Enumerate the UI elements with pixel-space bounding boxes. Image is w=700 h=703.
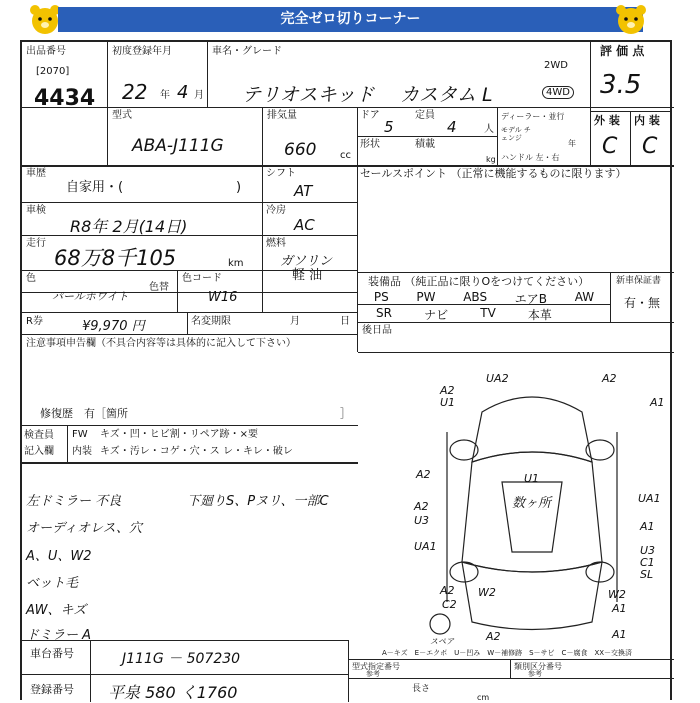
- length-label: 長さ: [412, 684, 431, 694]
- lot-number: 4434: [34, 86, 96, 111]
- name-change-label: 名変期限: [191, 316, 231, 327]
- handle-label: ハンドル 左・右: [501, 153, 560, 162]
- inspection-value: R8年 2月(14日): [70, 217, 188, 236]
- bear-mascot-icon: [614, 2, 648, 36]
- seats-value: 4: [447, 118, 457, 136]
- lot-sub: [2070]: [36, 66, 70, 77]
- mark-a2-rear: A2: [440, 584, 455, 597]
- note-4: A、U、W2: [26, 549, 92, 564]
- note-5: ベット毛: [26, 576, 79, 591]
- capacity-unit: kg: [486, 155, 496, 164]
- inspection-label: 車検: [26, 205, 46, 216]
- equipment-sr: SR: [376, 306, 393, 320]
- equipment-row-1: [360, 290, 608, 307]
- mark-a2-door: A2: [414, 500, 429, 513]
- notes-label: 注意事項申告欄（不具合内容等は具体的に記入して下さい）: [26, 338, 296, 349]
- seats-unit: 人: [484, 124, 494, 135]
- fw-label: FW: [72, 429, 88, 440]
- equipment-aw: AW: [574, 290, 595, 304]
- equipment-pw: PW: [416, 290, 436, 304]
- length-unit: cm: [477, 693, 490, 702]
- first-reg-value: 22: [122, 80, 148, 104]
- fuel-alt: 軽 油: [292, 268, 323, 283]
- cool-label: 冷房: [266, 205, 286, 216]
- fuel-value: ガソリン: [280, 254, 333, 269]
- int-label: 内 装: [634, 114, 660, 127]
- mark-a1-door: A1: [640, 520, 655, 533]
- drive-2wd: 2WD: [544, 60, 568, 71]
- mark-c1: C1: [640, 556, 655, 569]
- page-title: 完全ゼロ切りコーナー: [58, 7, 643, 32]
- mark-w2-right: W2: [608, 588, 626, 601]
- class-sub: 参考: [528, 670, 542, 678]
- note-1: 左ドミラー 不良: [26, 494, 122, 509]
- recycle-value: ¥9,970 円: [82, 319, 145, 334]
- mark-w2-left: W2: [478, 586, 496, 599]
- mark-ua1: UA1: [638, 492, 661, 505]
- mark-c2: C2: [442, 598, 457, 611]
- name-change-day: 日: [340, 316, 350, 327]
- mark-u1: U1: [440, 396, 456, 409]
- history-close: ): [236, 180, 242, 195]
- shape-label: 形状: [360, 139, 380, 150]
- equipment-airbag: エアB: [514, 292, 548, 306]
- note-3: オーディオレス、穴: [26, 521, 142, 536]
- color-value: パールホワイト: [52, 290, 129, 303]
- mark-a1-rear: A1: [612, 602, 627, 615]
- displacement-value: 660: [284, 140, 317, 160]
- model-value: ABA-J111G: [132, 136, 224, 156]
- inspector-label-2: 記入欄: [24, 446, 54, 457]
- class-label: 類別区分番号: [514, 662, 562, 671]
- inspector-label: 検査員: [24, 430, 54, 441]
- doors-label: ドア: [360, 110, 380, 121]
- mark-a2-top: A2: [602, 372, 617, 385]
- ext-value: C: [602, 134, 618, 159]
- equipment-label: 装備品 （純正品に限りOをつけてください）: [368, 275, 590, 288]
- diagram-legend: A－キズ E－エクボ U－凹み W－補修跡 S－サビ C－腐食 XX－交換済: [382, 649, 633, 657]
- mark-ua1-left: UA1: [414, 540, 437, 553]
- recycle-label: R券: [26, 316, 43, 327]
- model-change-label: モデル チェンジ: [501, 126, 531, 142]
- model-label: 型式: [112, 110, 132, 121]
- bear-mascot-icon: [28, 2, 62, 36]
- int-inspect-label: 内装: [72, 446, 92, 457]
- mileage-value: 68万8千105: [54, 246, 177, 270]
- mark-a1-right: A1: [650, 396, 665, 409]
- capacity-label: 積載: [415, 139, 435, 150]
- note-6: AW、キズ: [26, 603, 87, 618]
- history-value: 自家用・(: [66, 180, 124, 195]
- mark-many: 数ヶ所: [512, 496, 552, 511]
- first-reg-unit: 年: [160, 90, 170, 101]
- sales-point-label: セールスポイント （正常に機能するものに限ります）: [360, 167, 627, 180]
- ext-label: 外 装: [594, 114, 620, 127]
- repair-close: ］: [340, 407, 351, 420]
- mark-u1-roof: U1: [524, 472, 540, 485]
- type-cert-sub: 参考: [366, 670, 380, 678]
- reg-label: 登録番号: [30, 683, 74, 696]
- color-code-value: W16: [208, 290, 238, 305]
- mark-a2-side: A2: [416, 468, 431, 481]
- mark-a1-bottom: A1: [612, 628, 627, 641]
- lot-label: 出品番号: [26, 46, 66, 57]
- score-label: 評 価 点: [600, 44, 645, 58]
- color-change-label: 色替: [149, 282, 169, 293]
- name-change-unit: 月: [290, 316, 300, 327]
- equipment-leather: 本革: [527, 308, 552, 322]
- reg-value: 平泉 580 く1760: [108, 683, 238, 702]
- equipment-row-2: [360, 306, 568, 323]
- car-grade-value: カスタム L: [400, 84, 493, 106]
- mark-a2-bottom: A2: [486, 630, 501, 643]
- color-label: 色: [26, 273, 36, 284]
- mark-spare: スペア: [430, 637, 454, 646]
- car-name-value: テリオスキッド: [242, 84, 375, 106]
- year-unit: 年: [568, 139, 576, 148]
- mark-u3: U3: [414, 514, 430, 527]
- fuel-label: 燃料: [266, 238, 286, 249]
- note-2: 下廻りS、Pヌリ、一部C: [187, 494, 329, 509]
- shift-value: AT: [294, 182, 313, 200]
- header-band: [0, 0, 700, 40]
- mark-sl: SL: [640, 568, 654, 581]
- first-reg-month-unit: 月: [194, 90, 204, 101]
- dealer-label: ディーラー・並行: [501, 112, 565, 121]
- equipment-abs: ABS: [463, 290, 488, 304]
- diagram-marks: [402, 372, 665, 646]
- chassis-value: J111G － 507230: [122, 651, 241, 667]
- equipment-tv: TV: [480, 306, 496, 320]
- equipment-ps: PS: [373, 290, 389, 304]
- mileage-unit: km: [228, 258, 244, 269]
- mark-u3-right: U3: [640, 544, 656, 557]
- mark-a2-left: A2: [440, 384, 455, 397]
- displacement-unit: cc: [340, 150, 351, 161]
- first-reg-label: 初度登録年月: [112, 46, 172, 57]
- color-code-label: 色コード: [182, 273, 222, 284]
- doors-value: 5: [384, 118, 394, 136]
- warranty-label: 新車保証書: [616, 276, 662, 286]
- cool-value: AC: [294, 216, 315, 234]
- displacement-label: 排気量: [267, 110, 297, 121]
- type-cert-label: 型式指定番号: [352, 662, 400, 671]
- chassis-label: 車台番号: [30, 647, 74, 660]
- aftermarket-label: 後日品: [362, 325, 392, 336]
- mileage-label: 走行: [26, 238, 46, 249]
- equipment-navi: ナビ: [424, 308, 449, 322]
- car-name-label: 車名・グレード: [212, 46, 282, 57]
- mark-ua2: UA2: [486, 372, 509, 385]
- auction-sheet: [20, 40, 672, 700]
- score-value: 3.5: [600, 70, 642, 100]
- int-value: C: [642, 134, 658, 159]
- int-items: キズ・汚レ・コゲ・穴・ス レ・キレ・破レ: [100, 446, 293, 457]
- drive-4wd: 4WD: [542, 86, 574, 99]
- history-label: 車歴: [26, 168, 46, 179]
- first-reg-month: 4: [177, 82, 189, 103]
- shift-label: シフト: [266, 168, 296, 179]
- note-7: ドミラー A: [26, 628, 92, 643]
- seats-label: 定員: [415, 110, 435, 121]
- warranty-value: 有・無: [624, 296, 661, 310]
- repair-label: 修復歴 有［箇所: [40, 407, 128, 420]
- fw-items: キズ・凹・ヒビ割・リペア跡・×要: [100, 429, 258, 440]
